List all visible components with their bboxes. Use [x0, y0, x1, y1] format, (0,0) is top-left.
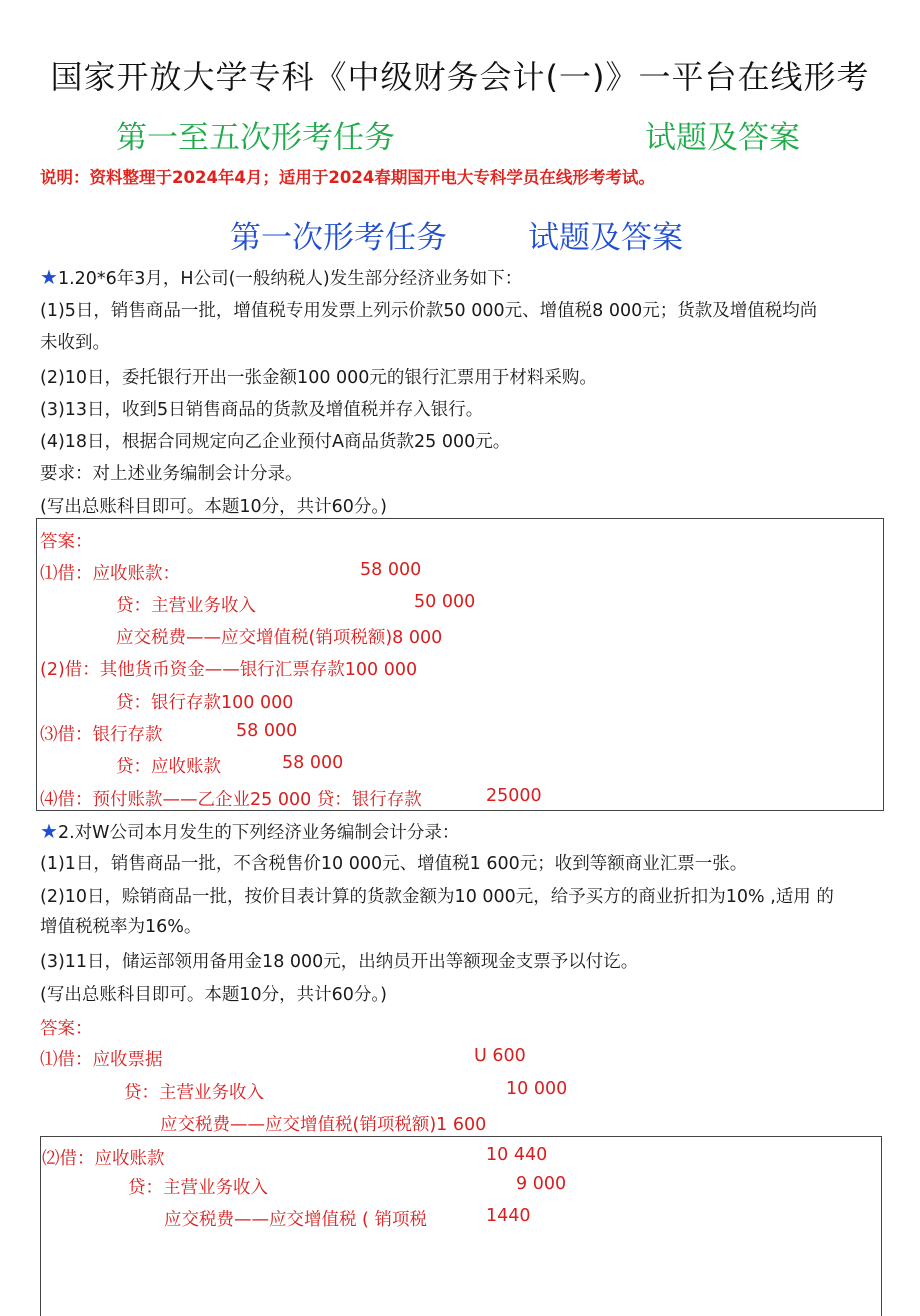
star-icon: ★ — [40, 265, 58, 289]
question-1-item-3: (3)13日，收到5日销售商品的货款及增值税并存入银行。 — [40, 400, 484, 420]
section-title-right: 试题及答案 — [528, 220, 683, 256]
star-icon: ★ — [40, 819, 58, 843]
question-1-item-1b: 未收到。 — [40, 333, 110, 353]
subtitle-right: 试题及答案 — [645, 120, 800, 156]
question-2-text: 2.对W公司本月发生的下列经济业务编制会计分录： — [57, 823, 460, 843]
answer-1-line-2: 贷：主营业务收入 — [116, 596, 256, 616]
subtitle-left: 第一至五次形考任务 — [116, 120, 395, 156]
question-2-item-2a: (2)10日，赊销商品一批，按价目表计算的货款金额为10 000元，给予买方的商业折扣为10% ,适用 的 — [40, 887, 834, 907]
answer-2-line-5: 贷：主营业务收入 — [128, 1178, 268, 1198]
question-2-hint: (写出总账科目即可。本题10分，共计60分。) — [40, 985, 387, 1005]
question-1-text: 1.20*6年3月，H公司(一般纳税人)发生部分经济业务如下： — [57, 269, 523, 289]
answer-1-label: 答案： — [40, 532, 93, 552]
question-2-item-3: (3)11日，储运部领用备用金18 000元，出纳员开出等额现金支票予以付讫。 — [40, 952, 639, 972]
question-2-item-1: (1)1日，销售商品一批，不含税售价10 000元、增值税1 600元；收到等额商业汇票一张。 — [40, 854, 748, 874]
note-text: 说明：资料整理于2024年4月；适用于2024春期国开电大专科学员在线形考考试。 — [40, 168, 655, 187]
answer-2-line-6: 应交税费——应交增值税 ( 销项税 — [164, 1210, 427, 1230]
question-1-item-4: (4)18日，根据合同规定向乙企业预付A商品货款25 000元。 — [40, 432, 511, 452]
answer-1-value-6: 58 000 — [236, 721, 298, 741]
document-title: 国家开放大学专科《中级财务会计(一)》一平台在线形考 — [50, 58, 870, 96]
answer-1-value-8: 25000 — [486, 786, 542, 806]
answer-2-value-1: U 600 — [474, 1046, 526, 1066]
question-1-requirement: 要求：对上述业务编制会计分录。 — [40, 464, 303, 484]
question-1-intro — [40, 265, 522, 291]
answer-1-line-7: 贷：应收账款 — [116, 757, 221, 777]
answer-1-line-1: ⑴借：应收账款： — [40, 564, 180, 584]
answer-2-line-3: 应交税费——应交增值税(销项税额)1 600 — [160, 1115, 487, 1135]
question-2-item-2b: 增值税税率为16%。 — [40, 917, 202, 937]
question-1-item-1a: (1)5日，销售商品一批，增值税专用发票上列示价款50 000元、增值税8 000元；货款及增值税均尚 — [40, 301, 818, 321]
question-1-item-2: (2)10日，委托银行开出一张金额100 000元的银行汇票用于材料采购。 — [40, 368, 597, 388]
answer-1-line-6: ⑶借：银行存款 — [40, 725, 163, 745]
answer-1-value-2: 50 000 — [414, 592, 476, 612]
answer-1-line-5: 贷：银行存款100 000 — [116, 693, 294, 713]
question-2-intro — [40, 819, 459, 845]
answer-2-label: 答案： — [40, 1019, 93, 1039]
answer-1-value-1: 58 000 — [360, 560, 422, 580]
answer-1-value-7: 58 000 — [282, 753, 344, 773]
answer-2-value-4: 10 440 — [486, 1145, 548, 1165]
answer-2-value-2: 10 000 — [506, 1079, 568, 1099]
answer-1-line-3: 应交税费——应交增值税(销项税额)8 000 — [116, 628, 443, 648]
answer-2-value-5: 9 000 — [516, 1174, 567, 1194]
answer-1-line-4: (2)借：其他货币资金——银行汇票存款100 000 — [40, 660, 418, 680]
answer-2-line-2: 贷：主营业务收入 — [124, 1083, 264, 1103]
question-1-hint: (写出总账科目即可。本题10分，共计60分。) — [40, 497, 387, 517]
answer-2-value-6: 1440 — [486, 1206, 531, 1226]
answer-1-line-8: ⑷借：预付账款——乙企业25 000 贷：银行存款 — [40, 790, 422, 810]
answer-2-line-1: ⑴借：应收票据 — [40, 1050, 163, 1070]
answer-2-line-4: ⑵借：应收账款 — [42, 1149, 165, 1169]
section-title-left: 第一次形考任务 — [230, 220, 447, 256]
